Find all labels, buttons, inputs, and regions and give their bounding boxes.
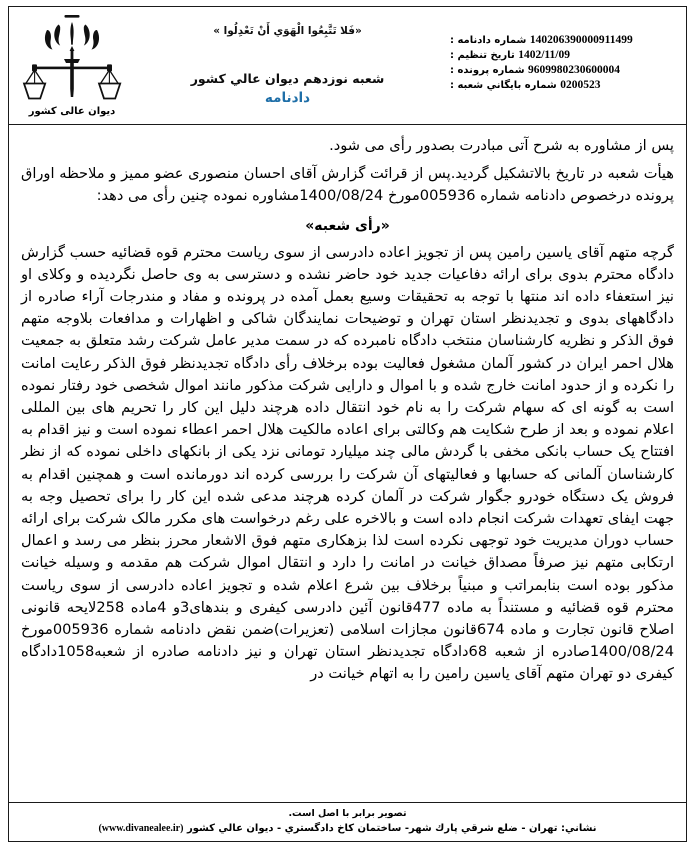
certified-copy-text: تصوير برابر با اصل است. bbox=[288, 808, 407, 819]
header-center-block bbox=[131, 11, 444, 106]
intro-paragraph: پس از مشاوره به شرح آتی مبادرت بصدور رأی می شود. bbox=[329, 137, 674, 154]
verdict-number-label: شماره دادنامه : bbox=[450, 35, 527, 46]
section-heading-branch-opinion: «رأی شعبه» bbox=[305, 217, 390, 234]
issue-date-value: 1402/11/09 bbox=[518, 49, 570, 61]
branch-title: شعبه نوزدهم ديوان عالي كشور bbox=[190, 71, 385, 86]
document-header bbox=[9, 7, 686, 125]
emblem-caption: دیوان عالی کشور bbox=[28, 106, 116, 117]
meta-row-branch-archive-number bbox=[450, 78, 600, 93]
issue-date-label: تاريخ تنظيم : bbox=[450, 50, 515, 61]
document-body bbox=[9, 125, 686, 802]
branch-archive-number-label: شماره بايگاني شعبه : bbox=[450, 80, 557, 91]
verdict-number-value: 140206390000911499 bbox=[529, 34, 633, 46]
document-frame bbox=[8, 6, 687, 842]
address-text: نشاني: تهران - ضلع شرقي پارك شهر- ساختمان كاخ دادگستري - ديوان عالي كشور bbox=[186, 823, 597, 834]
footer-address-line bbox=[15, 822, 680, 836]
website-url: (www.divanealee.ir) bbox=[98, 823, 184, 834]
emblem-block bbox=[13, 11, 131, 117]
panel-composition-paragraph: هيأت شعبه در تاریخ بالاتشکیل گردید.پس از قرائت گزارش آقای احسان منصوری عضو ممیز و ملاحظه اوراق پرونده درخصوص دادنامه شماره 005936مورخ 1400/08/24مشاوره نموده چنین رأی می دهد: bbox=[21, 165, 674, 205]
header-metadata-block bbox=[444, 11, 682, 93]
quranic-verse: «فَلا تَتَّبِعُوا الْهَوَي أَنْ تَعْدِلُوا » bbox=[213, 25, 362, 37]
case-number-value: 9609980230600004 bbox=[528, 64, 621, 76]
iran-emblem-scales-of-justice-icon bbox=[20, 13, 124, 105]
branch-archive-number-value: 0200523 bbox=[560, 79, 601, 91]
meta-row-issue-date bbox=[450, 48, 570, 63]
document-type-title: دادنامه bbox=[264, 90, 311, 106]
meta-row-verdict-number bbox=[450, 33, 633, 48]
meta-row-case-number bbox=[450, 63, 620, 78]
case-number-label: شماره پرونده : bbox=[450, 65, 525, 76]
judgment-body-paragraph: گرچه متهم آقای یاسین رامین پس از تجویز اعاده دادرسی از سوی ریاست محترم قوه قضائیه حسب گزارش دادگاه محترم بدوی برای ارائه دفاعیات جدید خود حاضر نشده و دسترسی به وی حاصل نگردیده و وکلای او نیز استعفاء داده اند منتها با توجه به تحقیقات وسیع بعمل آمده در پرونده و مفاد و مندرجات آراء صادره از دادگاههای بدوی و تجدیدنظر استان تهران و توضیحات نمایندگان شاکی و اظهارات و مدافعات بلاوجه متهم فوق الذکر و نظریه کارشناسان منتخب دادگاه نامبرده که در سمت مدیر عامل شرکت رشد متعلق به جمعیت هلال احمر ایران در کشور آلمان مشغول فعالیت بوده برخلاف رأی دادگاه تجدیدنظر فوق الذکر رعایت امانت را نکرده و از حدود امانت خارج شده و با اموال و دارایی شرکت مذکور مانند اموال شخصی خود رفتار نموده است به گونه ای که سهام شرکت را به نام خود انتقال داده هرچند دلیل این کار را تحریم های بین المللی اعلام نموده و بعد از طرح شکایت هم وکالتی برای اعاده مالکیت هلال احمر اعطاء نموده است و نیز اقدام به افتتاح یک حساب بانکی مخفی با گردش مالی چند میلیارد تومانی نزد یکی از بانکهای داخلی نموده که از نظر کارشناسان آلمانی که حسابها و فعالیتهای آن شرکت را بررسی کرده اند دورمانده است و همچنین اقدام به فروش یک دستگاه خودرو جگوار شرکت در آلمان کرده هرچند مدعی شده این کار را برای تحصیل وجه به جهت ایفای تعهدات شرکت انجام داده است و بالاخره علی رغم درخواست های مکرر مالک شرکت برای ارائه حساب دوران مدیریت خود توجهی نکرده است لذا بزهکاری متهم فوق الاشعار محرز بنظر می رسد و اعمال ارتکابی متهم نیز صرفاً مصداق خیانت در امانت را دارد و انتقال اموال شرکت هم مقدمه و وسیله خیانت مذکور بوده است بنابمراتب و مبنیاً برخلاف بین شرع اعلام شده و تجویز اعاده دادرسی از سوی ریاست محترم قوه قضائیه و مستنداً به ماده 477قانون آئین دادرسی کیفری و بندهای3و 4ماده 258لایحه قانونی اصلاح قانون تجارت و ماده 674قانون مجازات اسلامی (تعزیرات)ضمن نقض دادنامه شماره 005936مورخ 1400/08/24صادره از شعبه 68دادگاه تجدیدنظر استان تهران و نیز دادنامه صادره از شعبه1058دادگاه کیفری دو تهران متهم آقای یاسین رامین را به اتهام خیانت در bbox=[21, 243, 674, 683]
document-footer bbox=[9, 802, 686, 841]
